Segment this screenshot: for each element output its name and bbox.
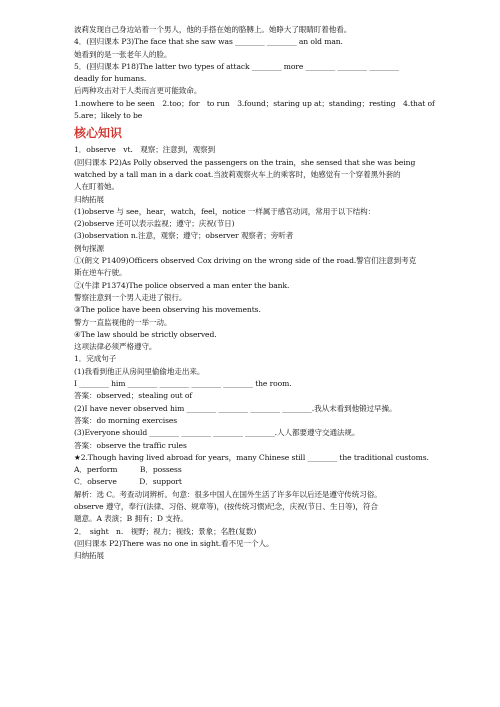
text-line: 波莉发现自己身边站着一个男人，他的手搭在她的胳膊上。她睁大了眼睛盯着他看。 — [74, 25, 352, 34]
text-line: 1.nowhere to be seen 2.too；for to run 3.found；staring up at；standing；resting 4.that of — [74, 98, 435, 108]
text-line: ③The police have been observing his movements. — [74, 305, 261, 315]
text-line: 警方一直监视他的一举一动。 — [74, 317, 172, 327]
text-line: observe 遵守，奉行(法律、习俗、规章等)，(按传统习惯)纪念，庆祝(节日、生日等)，符合 — [74, 501, 378, 511]
section-heading: 核心知识 — [74, 126, 123, 141]
text-line: 答案：observed；stealing out of — [74, 391, 193, 401]
text-line: 归纳拓展 — [74, 194, 104, 204]
text-line: 她看到的是一张老年人的脸。 — [74, 49, 172, 59]
text-line: 题意。A 表演；B 拥有；D 支持。 — [74, 514, 188, 524]
text-line: I ________ him ________ ________ ________ ________ the room. — [74, 379, 292, 389]
text-line: 后两种攻击对于人类而言更可能致命。 — [74, 86, 202, 96]
text-line: ★2.Though having lived abroad for years，many Chinese still ________ the traditional customs. — [74, 452, 429, 462]
document-page — [74, 24, 436, 562]
text-line: 1．完成句子 — [74, 354, 117, 364]
text-line: (2)I have never observed him ________ ________ ________ ________.我从未看到他锻过早操。 — [74, 403, 397, 413]
text-line: 2． sight n. 视野；视力；视线；景象；名胜(复数) — [74, 526, 257, 536]
text-line: 5．(回归课本 P18)The latter two types of attack ________ more ________ ________ ________ — [74, 61, 399, 71]
text-line: deadly for humans. — [74, 74, 147, 84]
text-line: 4．(回归课本 P3)The face that she saw was ________ ________ an old man. — [74, 37, 343, 47]
text-line: 答案：do morning exercises — [74, 415, 178, 425]
text-line: 警察注意到一个男人走进了银行。 — [74, 292, 187, 302]
text-line: (1)我看到他正从房间里偷偷地走出来。 — [74, 366, 205, 376]
intro-block — [74, 24, 436, 122]
text-line: 斯在逆车行驶。 — [74, 268, 127, 278]
text-line: 人在盯着她。 — [74, 182, 119, 192]
text-line: (2)observe 还可以表示监视；遵守；庆祝(节日) — [74, 219, 235, 229]
core-knowledge-block — [74, 144, 436, 562]
text-line: (回归课本 P2)There was no one in sight.看不见一个人。 — [74, 538, 274, 548]
text-line: watched by a tall man in a dark coat.当波莉观察火车上的乘客时，她感觉有一个穿着黑外套的 — [74, 169, 401, 179]
text-line: 这项法律必须严格遵守。 — [74, 342, 157, 352]
text-line: C．observe D．support — [74, 477, 182, 487]
text-line: ②(牛津 P1374)The police observed a man enter the bank. — [74, 280, 290, 290]
text-line: 5.are；likely to be — [74, 111, 143, 121]
text-line: 解析：选 C。考查动词辨析。句意：很多中国人在国外生活了许多年以后还是遵守传统习俗。 — [74, 489, 382, 499]
text-line: ①(朗文 P1409)Officers observed Cox driving on the wrong side of the road.警官们注意到考克 — [74, 256, 417, 266]
text-line: (3)observation n.注意，观察；遵守；observer 观察者；旁听者 — [74, 231, 294, 241]
text-line: 1．observe vt. 观察；注意到，观察到 — [74, 145, 216, 155]
text-line: 答案：observe the traffic rules — [74, 440, 187, 450]
text-line: ④The law should be strictly observed. — [74, 329, 217, 339]
text-line: 例句探源 — [74, 243, 104, 253]
text-line: (回归课本 P2)As Polly observed the passengers on the train，she sensed that she was being — [74, 157, 416, 167]
text-line: (3)Everyone should ________ ________ ________ ________.人人都要遵守交通法规。 — [74, 428, 360, 438]
text-line: 归纳拓展 — [74, 551, 104, 561]
text-line: A．perform B．possess — [74, 465, 182, 475]
text-line: (1)observe 与 see，hear，watch，feel，notice 一样属于感官动词，常用于以下结构： — [74, 206, 376, 216]
